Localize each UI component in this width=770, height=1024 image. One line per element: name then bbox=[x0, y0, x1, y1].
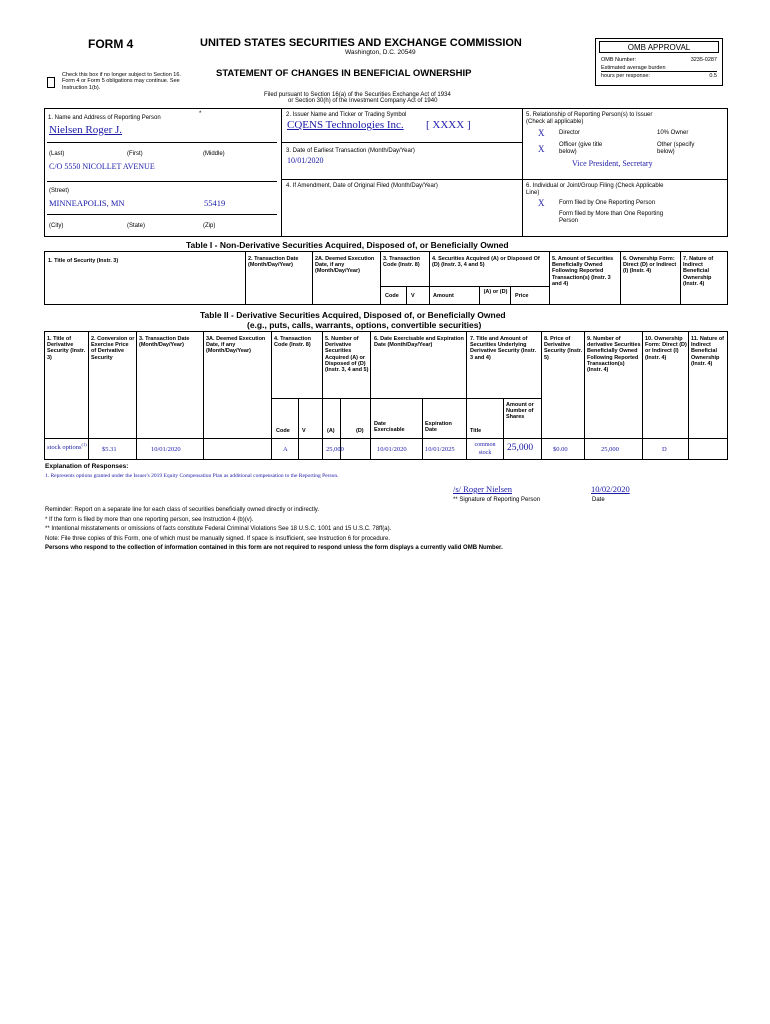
t2-a: (A) bbox=[327, 428, 335, 434]
t2-h2: 2. Conversion or Exercise Price of Derivative Security bbox=[91, 336, 135, 361]
issuer-name[interactable]: CQENS Technologies Inc. bbox=[287, 119, 404, 131]
box3-label: 3. Date of Earliest Transaction (Month/Day/Year) bbox=[286, 148, 415, 154]
reminder: Reminder: Report on a separate line for each class of securities beneficially owned directly or indirectly. bbox=[45, 507, 320, 513]
t2-v: V bbox=[302, 428, 306, 434]
t1-h2a: 2A. Deemed Execution Date, if any (Month/Day/Year) bbox=[315, 256, 375, 275]
t1-a-or-d: (A) or (D) bbox=[483, 289, 508, 295]
form-title: FORM 4 bbox=[88, 37, 134, 51]
t2-title: Title bbox=[470, 428, 482, 434]
no-longer-subject-checkbox[interactable] bbox=[47, 77, 55, 88]
note-4: Persons who respond to the collection of information contained in this form are not required to respond unless the form displays a currently valid OMB Number. bbox=[45, 545, 503, 551]
box2-label: 2. Issuer Name and Ticker or Trading Symbol bbox=[286, 112, 407, 118]
t2-row-underlying-title: common stock bbox=[474, 442, 496, 456]
t2-row-underlying-amount: 25,000 bbox=[507, 443, 534, 453]
t2-date-exercisable: Date Exercisable bbox=[374, 421, 405, 434]
t1-h1: 1. Title of Security (Instr. 3) bbox=[48, 258, 119, 264]
box1-label: 1. Name and Address of Reporting Person bbox=[48, 115, 161, 121]
signature: /s/ Roger Nielsen bbox=[453, 484, 513, 494]
t1-h7: 7. Nature of Indirect Beneficial Ownership (Instr. 4) bbox=[683, 256, 714, 287]
t1-h2: 2. Transaction Date (Month/Day/Year) bbox=[248, 256, 299, 269]
t2-row-deriv-price: $0.00 bbox=[553, 446, 568, 453]
earliest-transaction-date: 10/01/2020 bbox=[287, 156, 324, 165]
t2-h8: 8. Price of Derivative Security (Instr. 5) bbox=[544, 336, 583, 361]
t2-h11: 11. Nature of Indirect Beneficial Ownership (Instr. 4) bbox=[691, 336, 725, 367]
note-1: * If the form is filed by more than one reporting person, see Instruction 4 (b)(v). bbox=[45, 517, 254, 523]
t1-code: Code bbox=[385, 293, 399, 299]
explanation-1: 1. Represents options granted under the Issuer's 2019 Equity Compensation Plan as additional compensation to the Reporting Person. bbox=[45, 473, 339, 479]
table1-title: Table I - Non-Derivative Securities Acquired, Disposed of, or Beneficially Owned bbox=[186, 240, 509, 250]
more-persons-label-1: Form filed by More than One Reporting bbox=[559, 211, 664, 217]
state-label: (State) bbox=[127, 223, 146, 229]
t2-h10: 10. Ownership Form: Direct (D) or Indirect (I) (Instr. 4) bbox=[645, 336, 687, 361]
omb-burden-label-2: hours per response: bbox=[601, 73, 650, 79]
omb-number-label: OMB Number: bbox=[601, 57, 637, 63]
note-3: Note: File three copies of this Form, one of which must be manually signed. If space is insufficient, see Instruction 6 for procedure. bbox=[45, 536, 391, 542]
t2-h3: 3. Transaction Date (Month/Day/Year) bbox=[139, 336, 190, 349]
agency-title: UNITED STATES SECURITIES AND EXCHANGE COMMISSION bbox=[200, 37, 522, 49]
omb-burden-value: 0.5 bbox=[709, 73, 717, 79]
t2-d: (D) bbox=[356, 428, 364, 434]
t2-code: Code bbox=[276, 428, 290, 434]
date-label: Date bbox=[592, 497, 605, 503]
t2-row-date-exercisable: 10/01/2020 bbox=[377, 446, 407, 453]
t2-expiration-date: Expiration Date bbox=[425, 421, 452, 434]
box6-label-2: Line) bbox=[526, 190, 540, 196]
one-person-label: Form filed by One Reporting Person bbox=[559, 200, 656, 206]
reporting-address: C/O 5550 NICOLLET AVENUE bbox=[49, 162, 155, 171]
box6-label-1: 6. Individual or Joint/Group Filing (Check Applicable bbox=[526, 183, 664, 189]
officer-mark[interactable]: X bbox=[538, 144, 545, 154]
first-label: (First) bbox=[127, 151, 143, 157]
street-label: (Street) bbox=[49, 188, 70, 194]
note-2: ** Intentional misstatements or omissions of facts constitute Federal Criminal Violations See 18 U.S.C. 1001 and 15 U.S.C. 78ff(a). bbox=[45, 526, 392, 532]
officer-title: Vice President, Secretary bbox=[572, 159, 653, 168]
signature-label: ** Signature of Reporting Person bbox=[453, 497, 541, 503]
t1-amount: Amount bbox=[433, 293, 454, 299]
t1-h4: 4. Securities Acquired (A) or Disposed Of (D) (Instr. 3, 4 and 5) bbox=[432, 256, 540, 269]
reporting-city: MINNEAPOLIS, MN bbox=[49, 198, 125, 208]
table2-title-2: (e.g., puts, calls, warrants, options, convertible securities) bbox=[247, 320, 482, 330]
agency-location: Washington, D.C. 20549 bbox=[345, 49, 416, 56]
explanation-label: Explanation of Responses: bbox=[45, 463, 129, 470]
t2-h4: 4. Transaction Code (Instr. 8) bbox=[274, 336, 311, 349]
reporting-zip: 55419 bbox=[204, 198, 226, 208]
t2-row-title: stock options$^{(1)}$ bbox=[47, 442, 87, 452]
more-persons-label-2: Person bbox=[559, 218, 579, 224]
t2-h1: 1. Title of Derivative Security (Instr. 3) bbox=[47, 336, 86, 361]
omb-number-value: 3235-0287 bbox=[690, 57, 717, 63]
checkbox-text: Check this box if no longer subject to Section 16. Form 4 or Form 5 obligations may continue. See Instruction 1(b). bbox=[62, 72, 181, 91]
t2-amount-shares: Amount or Number of Shares bbox=[506, 402, 534, 421]
issuer-ticker: [ XXXX ] bbox=[426, 119, 471, 131]
reporting-person-name[interactable]: Nielsen Roger J. bbox=[49, 124, 123, 136]
t2-row-price: $5.31 bbox=[102, 446, 117, 453]
t2-h7: 7. Title and Amount of Securities Underlying Derivative Security (Instr. 3 and 4) bbox=[470, 336, 537, 361]
one-person-mark[interactable]: X bbox=[538, 198, 545, 208]
t2-h3a: 3A. Deemed Execution Date, if any (Month/Day/Year) bbox=[206, 336, 266, 355]
last-label: (Last) bbox=[49, 151, 65, 157]
omb-approval-box bbox=[595, 38, 723, 86]
t1-h5: 5. Amount of Securities Beneficially Owned Following Reported Transaction(s) (Instr. 3 and 4) bbox=[552, 256, 614, 287]
t2-row-owned: 25,000 bbox=[601, 446, 619, 453]
omb-burden-label-1: Estimated average burden bbox=[601, 65, 666, 71]
filed-pursuant-1: Filed pursuant to Section 16(a) of the Securities Exchange Act of 1934 bbox=[264, 92, 451, 98]
t2-row-code: A bbox=[283, 446, 288, 453]
t2-h6: 6. Date Exercisable and Expiration Date (Month/Day/Year) bbox=[374, 336, 464, 349]
other-label-2: below) bbox=[657, 149, 675, 155]
omb-title: OMB APPROVAL bbox=[599, 41, 719, 53]
table2-title-1: Table II - Derivative Securities Acquired, Disposed of, or Beneficially Owned bbox=[200, 310, 506, 320]
officer-label-2: below) bbox=[559, 149, 577, 155]
t2-row-acquired: 25,000 bbox=[326, 446, 344, 453]
t2-h9: 9. Number of derivative Securities Beneficially Owned Following Reported Transaction(s) (Instr. 4) bbox=[587, 336, 641, 374]
officer-label-1: Officer (give title bbox=[559, 142, 603, 148]
footnote-1[interactable]: (1) bbox=[81, 442, 87, 447]
statement-title: STATEMENT OF CHANGES IN BENEFICIAL OWNERSHIP bbox=[216, 68, 472, 79]
box4-label: 4. If Amendment, Date of Original Filed (Month/Day/Year) bbox=[286, 183, 438, 189]
zip-label: (Zip) bbox=[203, 223, 216, 229]
middle-label: (Middle) bbox=[203, 151, 225, 157]
t1-v: V bbox=[411, 293, 415, 299]
filed-pursuant-2: or Section 30(h) of the Investment Company Act of 1940 bbox=[288, 98, 438, 104]
box1-asterisk: * bbox=[199, 111, 202, 117]
ten-pct-owner-label: 10% Owner bbox=[657, 130, 689, 136]
t2-h5: 5. Number of Derivative Securities Acquired (A) or Disposed of (D) (Instr. 3, 4 and 5) bbox=[325, 336, 369, 374]
t1-h6: 6. Ownership Form: Direct (D) or Indirect (I) (Instr. 4) bbox=[623, 256, 677, 275]
t2-row-expiration: 10/01/2025 bbox=[425, 446, 455, 453]
director-mark[interactable]: X bbox=[538, 128, 545, 138]
t2-row-date: 10/01/2020 bbox=[151, 446, 181, 453]
city-label: (City) bbox=[49, 223, 64, 229]
director-label: Director bbox=[559, 130, 581, 136]
t2-row-ownership-form: D bbox=[662, 446, 667, 453]
t1-h3: 3. Transaction Code (Instr. 8) bbox=[383, 256, 420, 269]
box5-label-1: 5. Relationship of Reporting Person(s) to Issuer bbox=[526, 112, 653, 118]
signature-date: 10/02/2020 bbox=[591, 484, 630, 494]
box5-label-2: (Check all applicable) bbox=[526, 119, 584, 125]
other-label-1: Other (specify bbox=[657, 142, 695, 148]
t1-price: Price bbox=[515, 293, 529, 299]
